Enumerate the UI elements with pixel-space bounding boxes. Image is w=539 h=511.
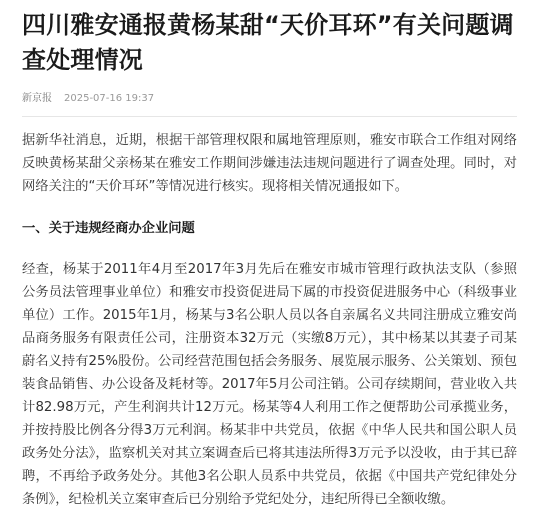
article-title: 四川雅安通报黄杨某甜“天价耳环”有关问题调查处理情况 — [22, 11, 514, 74]
article-timestamp: 2025-07-16 19:37 — [64, 93, 155, 104]
article-body-paragraph: 经查，杨某于2011年4月至2017年3月先后在雅安市城市管理行政执法支队（参照公务员法管理事业单位）和雅安市投资促进局下属的市投资促进服务中心（科级事业单位）工作。2015年1月，杨某与3名公职人员以各自亲属名义共同注册成立雅安尚品商务服务有限责任公司，注册资本32万元（实缴8万元），其中杨某以其妻子司某蔚名义持有25%股份。公司经营范围包括会务服务、展览展示服务、公关策划、预包装食品销售、办公设备及耗材等。2017年5月公司注销。公司存续期间，营业收入共计82.98万元，产生利润共计12万元。杨某等4人利用工作之便帮助公司承揽业务，并按持股比例各分得3万元利润。杨某非中共党员，依据《中华人民共和国公职人员政务处分法》，监察机关对其立案调查后已将其违法所得3万元予以没收，由于其已辞聘，不再给予政务处分。其他3名公职人员系中共党员，依据《中国共产党纪律处分条例》，纪检机关立案审查后已分别给予党纪处分，违纪所得已全额收缴。 — [22, 262, 517, 507]
article-meta — [22, 92, 517, 106]
section-heading: 一、关于违规经商办企业问题 — [22, 221, 195, 236]
article-intro-paragraph: 据新华社消息，近期，根据干部管理权限和属地管理原则，雅安市联合工作组对网络反映黄杨某甜父亲杨某在雅安工作期间涉嫌违法违规问题进行了调查处理。同时，对网络关注的“天价耳环”等情况进行核实。现将相关情况通报如下。 — [22, 133, 517, 194]
article-source[interactable]: 新京报 — [22, 93, 52, 104]
meta-divider — [22, 116, 517, 117]
